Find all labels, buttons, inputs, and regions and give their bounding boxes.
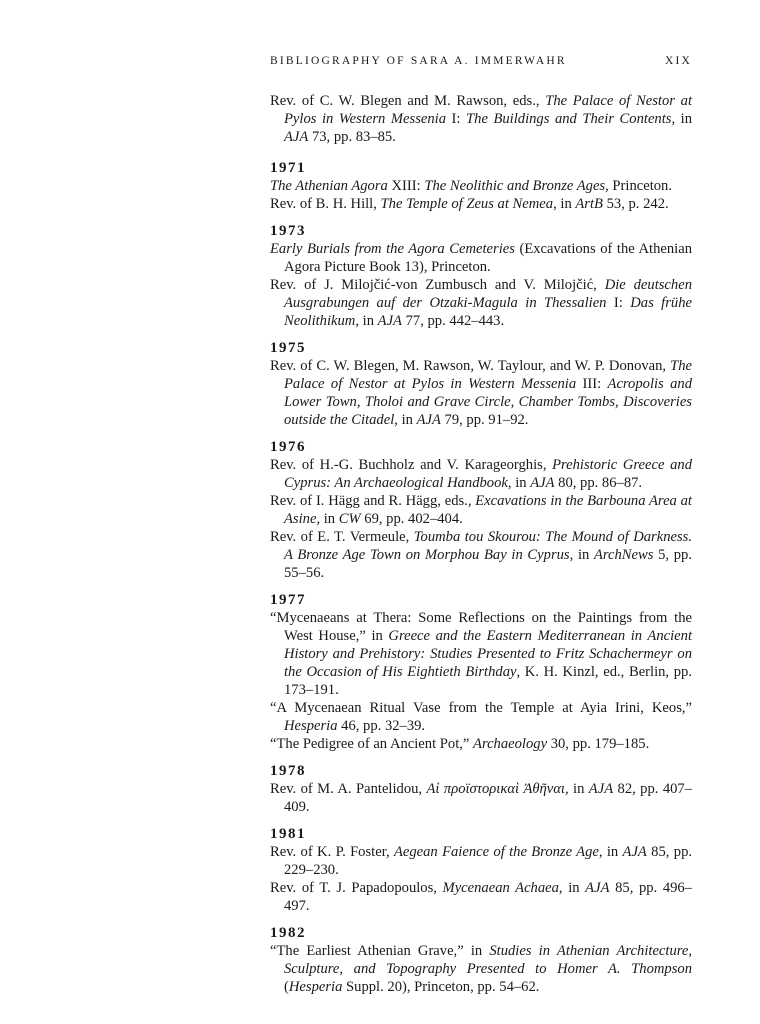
entry-text: “The Earliest Athenian Grave,” in [270,943,490,959]
entry-title-italic: The Palace of Nestor at Pylos in Western Messenia [284,93,692,127]
bibliography-entry [270,942,692,996]
entry-title-italic: AJA [588,781,614,797]
bibliography-entry [270,843,692,879]
bibliography-entry [270,528,692,582]
entry-title-italic: AJA [377,313,402,329]
bibliography-entry [270,240,692,276]
bibliography-entry [270,357,692,429]
entry-text: 69, pp. 402–404. [360,511,463,527]
running-title: BIBLIOGRAPHY OF SARA A. IMMERWAHR [270,55,567,67]
entry-text: , in [558,880,586,896]
bibliography-entry [270,276,692,330]
entry-title-italic: Acropolis and Lower Town, Tholoi and Grave Circle, Chamber Tombs, Discoveries outside the Citadel [284,376,693,428]
entry-text: Rev. of C. W. Blegen, M. Rawson, W. Taylour, and W. P. Donovan, [270,358,671,374]
entry-title-italic: ArchNews [593,547,654,563]
year-section-1982 [270,924,692,996]
entry-title-italic: Prehistoric Greece and Cyprus: An Archaeological Handbook [284,457,692,491]
bibliography-entry [270,177,692,195]
entry-title-italic: Αἱ προϊστορικαὶ Ἀθῆναι, [426,781,569,797]
entry-text: 80, pp. 86–87. [554,475,643,491]
entry-text: in [359,313,378,329]
entry-text: “Mycenaeans at Thera: Some Reflections on the Paintings from the West House,” in [270,610,692,644]
entry-title-italic: Studies in Athenian Architecture, Sculpture, and Topography Presented to Homer A. Thompson [284,943,693,977]
entry-text: “A Mycenaean Ritual Vase from the Temple at Ayia Irini, Keos,” [270,700,692,716]
entry-text: , in [671,111,692,127]
bibliography-content [270,92,692,1005]
year-heading: 1981 [270,826,306,842]
entry-text: Suppl. 20), Princeton, pp. 54–62. [342,979,540,995]
year-section-1976 [270,438,692,582]
year-section-1981 [270,825,692,915]
entry-text: Rev. of M. A. Pantelidou, [270,781,427,797]
year-section-1971 [270,159,692,213]
bibliography-entry [270,780,692,816]
entry-text: Rev. of K. P. Foster, [270,844,394,860]
page-number: XIX [664,55,692,67]
year-section-1973 [270,222,692,330]
entry-title-italic: CW [338,511,361,527]
bibliography-entry [270,195,692,213]
running-header [270,55,692,67]
year-heading: 1978 [270,763,306,779]
year-section-1977 [270,591,692,753]
entry-text: 85, pp. 496–497. [284,880,693,914]
entry-text: I: [446,111,467,127]
entry-text: Rev. of H.-G. Buchholz and V. Karageorghis, [270,457,553,473]
entry-text: 77, pp. 442–443. [401,313,505,329]
year-heading: 1975 [270,340,306,356]
entry-text: 85, pp. 229–230. [284,844,693,878]
bibliography-entry [270,735,692,753]
entry-text: III: [576,376,608,392]
entry-text: Rev. of E. T. Vermeule, [270,529,414,545]
entry-title-italic: Das frühe Neolithikum, [284,295,692,329]
entry-title-italic: Mycenaean Achaea [442,880,559,896]
entry-text: 79, pp. 91–92. [440,412,529,428]
entry-title-italic: Die deutschen Ausgrabungen auf der Otzaki-Magula in Thessalien [284,277,692,311]
entry-title-italic: The Athenian Agora [270,178,388,194]
entry-text: 73, pp. 83–85. [308,129,396,145]
entry-title-italic: The Buildings and Their Contents [466,111,672,127]
entry-title-italic: Toumba tou Skourou: The Mound of Darkness. A Bronze Age Town on Morphou Bay in Cyprus [284,529,692,563]
entry-title-italic: Archaeology [473,736,548,752]
entry-text: 30, pp. 179–185. [547,736,650,752]
entry-title-italic: ArtB [575,196,603,212]
year-section-1975 [270,339,692,429]
entry-text: Rev. of C. W. Blegen and M. Rawson, eds., [270,93,546,109]
entry-title-italic: Aegean Faience of the Bronze Age [393,844,599,860]
entry-text: 53, p. 242. [602,196,669,212]
entry-text: I: [606,295,631,311]
entry-text: , Princeton. [605,178,673,194]
entry-title-italic: Hesperia [284,718,338,734]
entry-title-italic: AJA [530,475,555,491]
entry-text: , K. H. Kinzl, ed., Berlin, pp. 173–191. [284,664,692,698]
entry-text: Rev. of I. Hägg and R. Hägg, eds., [270,493,476,509]
entry-title-italic: Early Burials from the Agora Cemeteries [270,241,515,257]
bibliography-entry [270,456,692,492]
entry-title-italic: Hesperia [288,979,343,995]
entry-text: Rev. of B. H. Hill, [270,196,381,212]
entry-text: XIII: [387,178,425,194]
entry-text: , in [598,844,623,860]
entry-text: , in [507,475,531,491]
year-heading: 1973 [270,223,306,239]
year-heading: 1971 [270,160,306,176]
entry-text: , in [553,196,576,212]
continued-entries [270,92,692,146]
entry-title-italic: The Temple of Zeus at Nemea [380,196,554,212]
entry-text: 5, pp. 55–56. [284,547,692,581]
year-heading: 1976 [270,439,306,455]
entry-text: Rev. of J. Milojčić-von Zumbusch and V. Milojčić, [270,277,605,293]
year-heading: 1977 [270,592,306,608]
entry-title-italic: AJA [416,412,441,428]
bibliography-entry [270,879,692,915]
entry-text: 82, pp. 407–409. [284,781,693,815]
entry-title-italic: Greece and the Eastern Mediterranean in Ancient History and Prehistory: Studies Presented to Fritz Schachermeyr on the Occasion of His Eightieth Birthday [284,628,692,680]
entry-title-italic: AJA [585,880,610,896]
entry-title-italic: AJA [284,129,309,145]
entry-text: Rev. of T. J. Papadopoulos, [270,880,443,896]
entry-text: , in [316,511,339,527]
entry-text: 46, pp. 32–39. [337,718,426,734]
bibliography-entry [270,609,692,699]
entry-title-italic: The Neolithic and Bronze Ages [424,178,606,194]
entry-text: in [568,781,589,797]
entry-text: , in [394,412,417,428]
entry-text: , in [569,547,594,563]
bibliography-entry [270,699,692,735]
year-section-1978 [270,762,692,816]
year-heading: 1982 [270,925,306,941]
entry-title-italic: The Palace of Nestor at Pylos in Western Messenia [284,358,692,392]
entry-text: “The Pedigree of an Ancient Pot,” [270,736,474,752]
entry-title-italic: Excavations in the Barbouna Area at Asine [284,493,692,527]
entry-title-italic: AJA [622,844,647,860]
bibliography-entry [270,92,692,146]
entry-text: ( [284,979,289,995]
year-sections [270,159,692,996]
entry-text: (Excavations of the Athenian Agora Picture Book 13), Princeton. [284,241,693,275]
bibliography-entry [270,492,692,528]
